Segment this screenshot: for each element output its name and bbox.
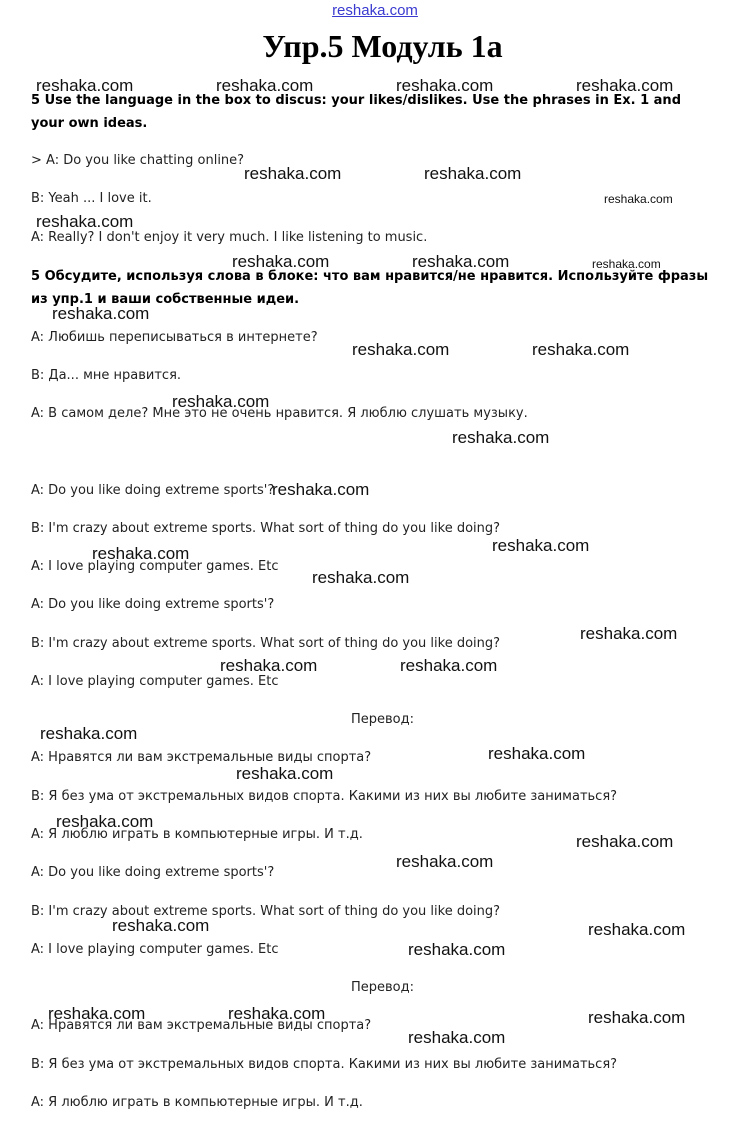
translation-heading: Перевод: (350, 980, 414, 995)
watermark: reshaka.com (492, 536, 590, 555)
dialogue-line: A: Я люблю играть в компьютерные игры. И т.д. (31, 827, 363, 842)
dialogue-line: A: Любишь переписываться в интернете? (31, 330, 318, 345)
dialogue-line: A: Я люблю играть в компьютерные игры. И т.д. (31, 1095, 363, 1110)
watermark: reshaka.com (576, 832, 674, 851)
dialogue-line: B: Да... мне нравится. (31, 368, 182, 383)
dialogue-line: A: Really? I don't enjoy it very much. I like listening to music. (31, 230, 428, 245)
dialogue-line: A: В самом деле? Мне это не очень нравится. Я люблю слушать музыку. (31, 406, 528, 421)
watermark: reshaka.com (352, 340, 450, 359)
dialogue-line: B: I'm crazy about extreme sports. What sort of thing do you like doing? (31, 521, 501, 536)
dialogue-line: B: Я без ума от экстремальных видов спорта. Какими из них вы любите заниматься? (31, 1057, 618, 1072)
watermark: reshaka.com (220, 656, 318, 675)
watermark: reshaka.com (272, 480, 370, 499)
watermark: reshaka.com (588, 920, 686, 939)
watermark: reshaka.com (236, 764, 334, 783)
watermark: reshaka.com (452, 428, 550, 447)
watermark: reshaka.com (576, 76, 674, 95)
translation-heading: Перевод: (350, 712, 414, 727)
dialogue-line: A: I love playing computer games. Etc (31, 674, 279, 689)
watermark: reshaka.com (216, 76, 314, 95)
watermark: reshaka.com (424, 164, 522, 183)
watermark: reshaka.com (244, 164, 342, 183)
task-english: 5 Use the language in the box to discus: your likes/dislikes. Use the phrases in Ex. 1 and your own ideas. (31, 93, 681, 131)
dialogue-line: B: I'm crazy about extreme sports. What sort of thing do you like doing? (31, 904, 501, 919)
watermark: reshaka.com (52, 304, 150, 323)
watermark: reshaka.com (112, 916, 210, 935)
watermark: reshaka.com (312, 568, 410, 587)
watermark: reshaka.com (172, 392, 270, 411)
watermark: reshaka.com (396, 76, 494, 95)
watermark: reshaka.com (40, 724, 138, 743)
watermark: reshaka.com (396, 852, 494, 871)
watermark: reshaka.com (232, 252, 330, 271)
watermark: reshaka.com (408, 1028, 506, 1047)
dialogue-line: B: Yeah ... I love it. (31, 191, 152, 206)
dialogue-line: A: I love playing computer games. Etc (31, 942, 279, 957)
watermark: reshaka.com (228, 1004, 326, 1023)
watermark: reshaka.com (588, 1008, 686, 1027)
watermark: reshaka.com (592, 257, 661, 271)
dialogue-line: A: Do you like doing extreme sports'? (31, 865, 275, 880)
dialogue-line: B: Я без ума от экстремальных видов спорта. Какими из них вы любите заниматься? (31, 789, 618, 804)
dialogue-line: A: Do you like doing extreme sports'? (31, 597, 275, 612)
watermark: reshaka.com (408, 940, 506, 959)
dialogue-line: A: I love playing computer games. Etc (31, 559, 279, 574)
dialogue-line: A: Нравятся ли вам экстремальные виды спорта? (31, 750, 372, 765)
site-link[interactable]: reshaka.com (332, 2, 418, 19)
watermark: reshaka.com (532, 340, 630, 359)
watermark: reshaka.com (604, 192, 673, 206)
watermark: reshaka.com (92, 544, 190, 563)
watermark: reshaka.com (36, 212, 134, 231)
dialogue-line: B: I'm crazy about extreme sports. What sort of thing do you like doing? (31, 636, 501, 651)
watermark: reshaka.com (36, 76, 134, 95)
watermark: reshaka.com (400, 656, 498, 675)
watermark: reshaka.com (48, 1004, 146, 1023)
watermark: reshaka.com (488, 744, 586, 763)
watermark: reshaka.com (412, 252, 510, 271)
dialogue-line: A: Do you like doing extreme sports'? (31, 483, 275, 498)
page-title: Упр.5 Модуль 1a (262, 28, 503, 64)
watermark: reshaka.com (580, 624, 678, 643)
watermark: reshaka.com (56, 812, 154, 831)
dialogue-line: > A: Do you like chatting online? (31, 153, 245, 168)
dialogue-line: A: Нравятся ли вам экстремальные виды спорта? (31, 1018, 372, 1033)
task-russian: 5 Обсудите, используя слова в блоке: что вам нравится/не нравится. Используйте фразы из упр.1 и ваши собственные идеи. (31, 269, 709, 307)
